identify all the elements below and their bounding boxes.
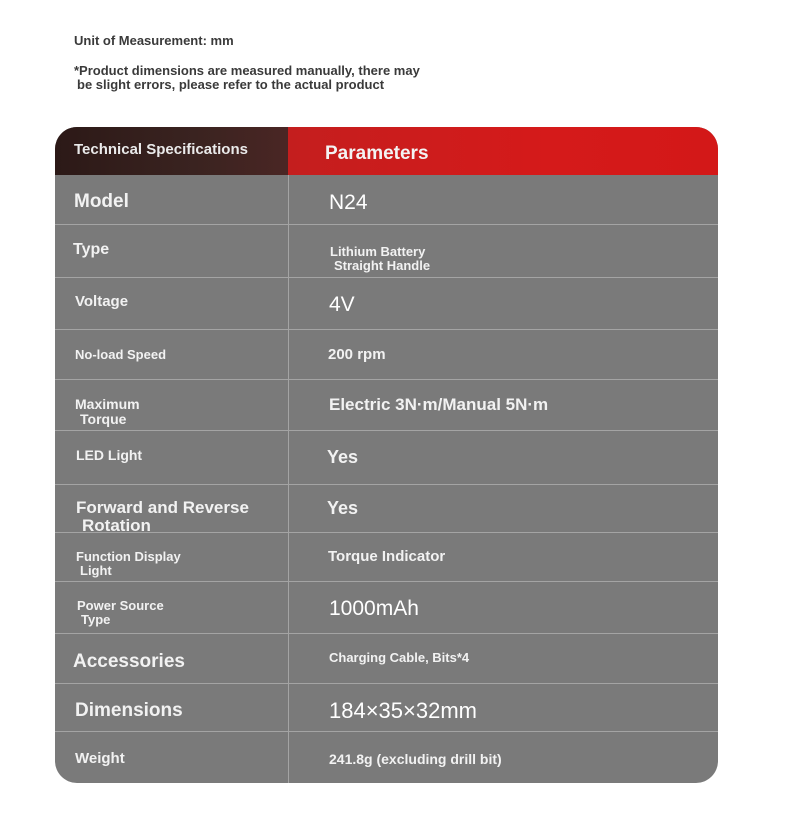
cell-value [288,732,718,783]
row-value: 4V [329,293,355,316]
cell-label [55,582,288,633]
row-label: Dimensions [75,700,183,721]
table-row-forward-reverse-rotation [55,485,718,533]
row-label: Type [73,241,110,258]
row-label-line-2: Torque [80,410,127,427]
cell-label [55,431,288,484]
row-label [75,397,140,426]
cell-value [288,330,718,379]
cell-label [55,485,288,535]
cell-label [55,732,288,783]
table-row-function-display-light [55,533,718,582]
row-label: Model [74,191,129,212]
table-row-type [55,225,718,278]
row-label: Weight [75,750,125,767]
row-value: 184×35×32mm [329,698,477,723]
cell-value [288,431,718,484]
header-parameters [288,127,718,175]
row-label-line-1: Maximum [75,396,140,412]
disclaimer-note [74,64,554,92]
table-row-weight [55,732,718,783]
row-value: Yes [327,498,359,518]
disclaimer-line-2: be slight errors, please refer to the actual product [77,77,385,92]
row-value: Electric 3N·m/Manual 5N·m [329,395,549,414]
row-label [77,599,164,626]
row-label-line-2: Rotation [82,515,151,535]
cell-label [55,278,288,329]
row-label-line-1: Forward and Reverse [76,498,249,517]
row-value: Torque Indicator [328,548,446,565]
row-label [76,550,181,577]
cell-value [288,485,718,532]
row-label-line-2: Type [81,611,111,627]
table-row-voltage [55,278,718,330]
table-row-dimensions [55,684,718,732]
cell-label [55,225,288,277]
row-value: 241.8g (excluding drill bit) [329,751,502,767]
cell-value [288,582,718,633]
row-label: Voltage [75,293,129,310]
cell-label [55,634,288,683]
table-row-accessories [55,634,718,684]
spec-table [55,127,718,783]
row-label: LED Light [76,447,143,463]
row-label-line-1: Function Display [76,549,181,564]
table-row-power-source-type [55,582,718,634]
row-value: 1000mAh [329,597,419,620]
row-value-line-1: Lithium Battery [330,244,426,259]
cell-value [288,380,718,430]
row-label: No-load Speed [75,347,167,362]
header-left-label: Technical Specifications [74,141,248,158]
cell-value [288,225,718,277]
row-value: 200 rpm [328,346,386,363]
table-row-maximum-torque [55,380,718,431]
table-row-no-load-speed [55,330,718,380]
cell-value [288,634,718,683]
cell-value [288,278,718,329]
cell-value [288,533,718,581]
row-label-line-2: Light [80,562,112,578]
row-value: Yes [327,447,359,467]
disclaimer-line-1: *Product dimensions are measured manually, there may [74,63,420,78]
unit-of-measurement: Unit of Measurement: mm [74,33,234,48]
header-right-label: Parameters [325,143,429,164]
header-technical-specifications [55,127,288,175]
cell-label [55,684,288,731]
cell-value [288,175,718,224]
row-label [76,499,249,535]
table-row-led-light [55,431,718,485]
row-value-line-2: Straight Handle [334,257,431,273]
row-value: N24 [329,191,368,214]
cell-label [55,533,288,581]
cell-label [55,175,288,224]
row-value [330,245,430,272]
row-label: Accessories [73,651,185,672]
cell-label [55,330,288,379]
spec-table-header [55,127,718,175]
cell-label [55,380,288,430]
row-label-line-1: Power Source [77,598,164,613]
cell-value [288,684,718,731]
table-row-model [55,175,718,225]
row-value: Charging Cable, Bits*4 [329,650,470,665]
